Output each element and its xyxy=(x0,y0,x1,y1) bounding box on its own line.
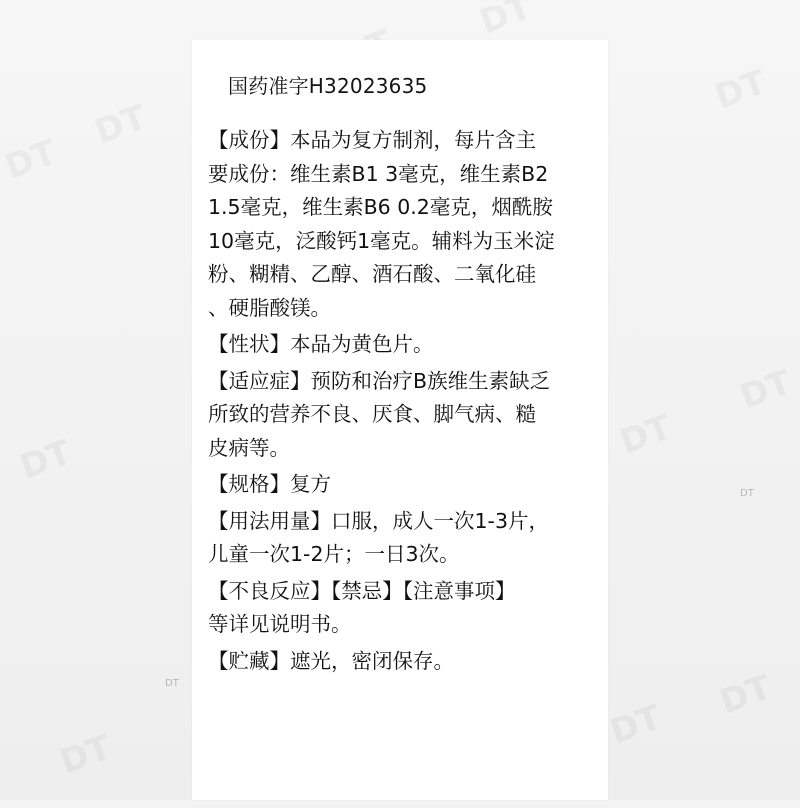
approval-number: 国药准字H32023635 xyxy=(228,74,428,98)
text-line: 所致的营养不良、厌食、脚气病、糙 xyxy=(208,402,536,426)
appearance-section xyxy=(208,328,600,362)
text-line: 、硬脂酸镁。 xyxy=(208,295,331,320)
text-line: 【性状】本品为黄色片。 xyxy=(208,332,434,356)
text-line: 要成份：维生素B1 3毫克，维生素B2 xyxy=(208,161,549,186)
watermark: DT xyxy=(165,678,179,689)
text-line: 皮病等。 xyxy=(208,435,290,460)
specification-section xyxy=(208,468,600,502)
ingredients-section xyxy=(208,124,600,325)
watermark: DT xyxy=(740,488,754,499)
text-line: 等详见说明书。 xyxy=(208,612,352,636)
text-line: 【成份】本品为复方制剂，每片含主 xyxy=(208,128,536,152)
text-line: 【用法用量】口服，成人一次1-3片， xyxy=(208,508,549,533)
text-line: 1.5毫克，维生素B6 0.2毫克，烟酰胺 xyxy=(208,195,553,219)
label-content xyxy=(208,124,600,678)
text-line: 【适应症】预防和治疗B族维生素缺乏 xyxy=(208,368,551,393)
text-line: 儿童一次1-2片；一日3次。 xyxy=(208,542,460,566)
text-line: 10毫克，泛酸钙1毫克。辅料为玉米淀 xyxy=(208,228,555,253)
reactions-section xyxy=(208,575,600,642)
dosage-section xyxy=(208,505,600,572)
text-line: 【贮藏】遮光，密闭保存。 xyxy=(208,648,454,673)
storage-section xyxy=(208,645,600,679)
indications-section xyxy=(208,365,600,466)
text-line: 粉、糊精、乙醇、酒石酸、二氧化硅 xyxy=(208,262,536,286)
text-line: 【规格】复方 xyxy=(208,472,331,496)
text-line: 【不良反应】【禁忌】【注意事项】 xyxy=(208,578,516,603)
